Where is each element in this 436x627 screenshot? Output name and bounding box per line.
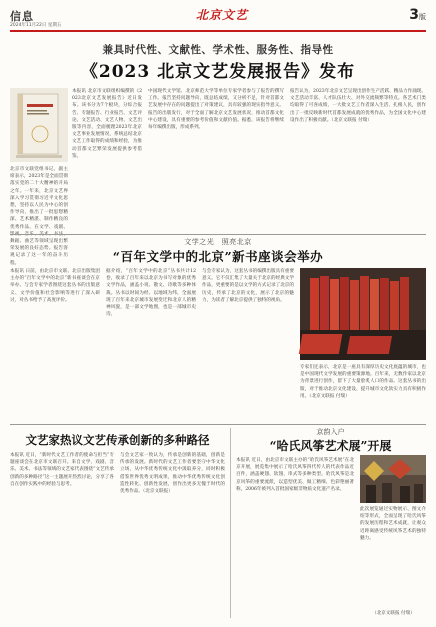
mid-story-col2: 据介绍，“百年文学中的北京”丛书共计12卷，收录了百年来以北京为书写对象的优秀文学作品，涵盖小说、散文、诗歌等多种体裁。丛书以时间为经、以地域为纬，全面展现了百年来北京城市发展变迁和北京人的精神风貌，是一部文学地图，也是一部城市史诗。 — [106, 269, 196, 318]
mid-story-col3: 与会专家认为，这套丛书的编撰出版具有重要意义。它不仅汇集了大量关于北京的经典文学作品，更重要的是以文学的方式记录了北京的历史，传承了北京的文化，展示了北京的魅力，为读者了解北京提供了独特的视角。 — [202, 269, 294, 303]
books-photo — [300, 268, 426, 360]
newspaper-logo: 北京文艺 — [196, 8, 249, 22]
bottom-right-credit: （北京文联报 付瑞） — [372, 611, 415, 616]
mid-story-col1: 本报讯 日前，由北京市文联、北京出版集团主办的“百年文学中的北京”新书座谈会在京举办。与会专家学者围绕这套丛书的出版意义、文学价值和社会影响等进行了深入研讨，对丛书给予了高度评价。 — [10, 269, 100, 303]
top-story-headline: 《2023 北京文艺发展报告》发布 — [80, 62, 356, 82]
mid-story-headline: “百年文学中的北京”新书座谈会举办 — [112, 249, 324, 264]
masthead — [10, 6, 426, 28]
mid-story-kicker: 文学之光 照亮北京 — [184, 238, 252, 246]
bottom-column-divider — [230, 428, 231, 618]
top-story-col1: 本报讯 北京市文联组织编撰的《2023北京文艺发展报告》近日发布。该书分为7个板块，分综合报告、专题报告、行业报告、文艺评论、文艺活动、文艺人物、文艺出版等内容，全面梳理2023年北京文艺事业发展情况，系统总结北京文艺工作取得的成绩和经验，为推动首都文艺繁荣发展提供参考借鉴。 — [72, 89, 142, 159]
mid-story-divider — [10, 424, 426, 425]
section-tag: 信息 — [10, 10, 34, 23]
bottom-right-col1: 本报讯 近日，由北京市文联主办的“哈氏风筝艺术展”在北京开展，展览集中展示了哈氏风筝四代传人的代表作品近百件，涵盖硬翅、软翅、串式等多种类型。哈氏风筝是北京风筝的重要流派，以造型优美、做工精细、色彩艳丽著称，2006年被列入首批国家级非物质文化遗产名录。 — [236, 458, 354, 492]
top-story-kicker: 兼具时代性、文献性、学术性、服务性、指导性 — [102, 44, 334, 56]
kite-exhibition-photo — [360, 455, 426, 503]
bottom-right-kicker: 京韵入户 — [316, 428, 345, 436]
report-book-image — [10, 88, 68, 162]
page-number: 3版 — [409, 7, 426, 23]
bottom-right-headline: “哈氏风筝艺术展”开展 — [269, 439, 392, 453]
top-story-col2: 北京市文联党组书记、副主席表示，2023年是全面贯彻落实党的二十大精神的开局之年。一年来，北京文艺界深入学习贯彻习近平文化思想，坚持以人民为中心的创作导向，推出了一批思想精深、艺术精湛、制作精良的优秀作品，在文学、戏剧、 舞蹈、曲艺等领域呈现出繁荣发展的良好态势。报告客观记录了这一年的奋斗历程。 — [10, 167, 68, 266]
top-story-col3: 中国现代文学馆、北京师范大学等单位专家学者参与了报告的撰写工作。报告坚持问题导向，既总结成绩，又分析不足，针对首都文艺发展中存在的问题提出了对策建议，具有较强的现实指导意义。报告的出版发行，对于全面了解北京文艺发展状况，推动首都文化中心建设，具有重要的参考价值和文献价值。据悉，该报告将继续每年编撰出版，形成系列。 — [148, 89, 284, 131]
issue-date: 2024年11月22日 星期五 — [10, 23, 62, 28]
top-story-col4: 报告认为，2023年北京文艺呈现出创作生产活跃、精品力作涌现、文艺活动丰富、人才队伍壮大、对外交流频繁等特点。各艺术门类均取得了可喜成绩，一大批文艺工作者深入生活、扎根人民，创作出了一批反映新时代首都发展成就的优秀作品，为全国文化中心建设作出了积极贡献。（北京文联报 付瑞） — [290, 89, 426, 123]
top-story-divider — [10, 234, 426, 235]
bottom-left-col2: 与会文艺家一致认为，传承是创新的基础，创新是传承的发展。新时代的文艺工作者要坚守中华文化立场，从中华优秀传统文化中汲取养分，同时积极借鉴世界优秀文明成果，推动中华优秀传统文化创造性转化、创新性发展，创作出更多无愧于时代的优秀作品。（北京文联报） — [120, 453, 225, 495]
bottom-left-headline: 文艺家热议文艺传承创新的多种路径 — [25, 433, 210, 447]
masthead-rule — [10, 30, 426, 32]
mid-story-col4: 专家们还表示，北京是一座具有深厚历史文化底蕴的城市，也是中国现代文学发展的重要策源地。百年来，无数作家以北京为背景进行创作，留下了大量脍炙人口的作品。这套丛书的出版，对于推动北京文化建设、提升城市文化软实力具有积极作用。（北京文联报 付瑞） — [300, 365, 426, 399]
bottom-right-col2: 此次展览通过实物展示、图文介绍等形式，全面呈现了哈氏风筝的发展历程和艺术成就，让观众近距离感受传统风筝艺术的独特魅力。 — [360, 507, 426, 541]
bottom-left-col1: 本报讯 近日，“新时代文艺工作者的使命与担当”专题座谈会在北京市文联召开。来自文学、戏剧、音乐、美术、书法等领域的文艺家代表围绕“文艺传承创新的多种路径”这一主题展开热烈讨论，分享了各自在创作实践中的经验与思考。 — [10, 453, 114, 487]
